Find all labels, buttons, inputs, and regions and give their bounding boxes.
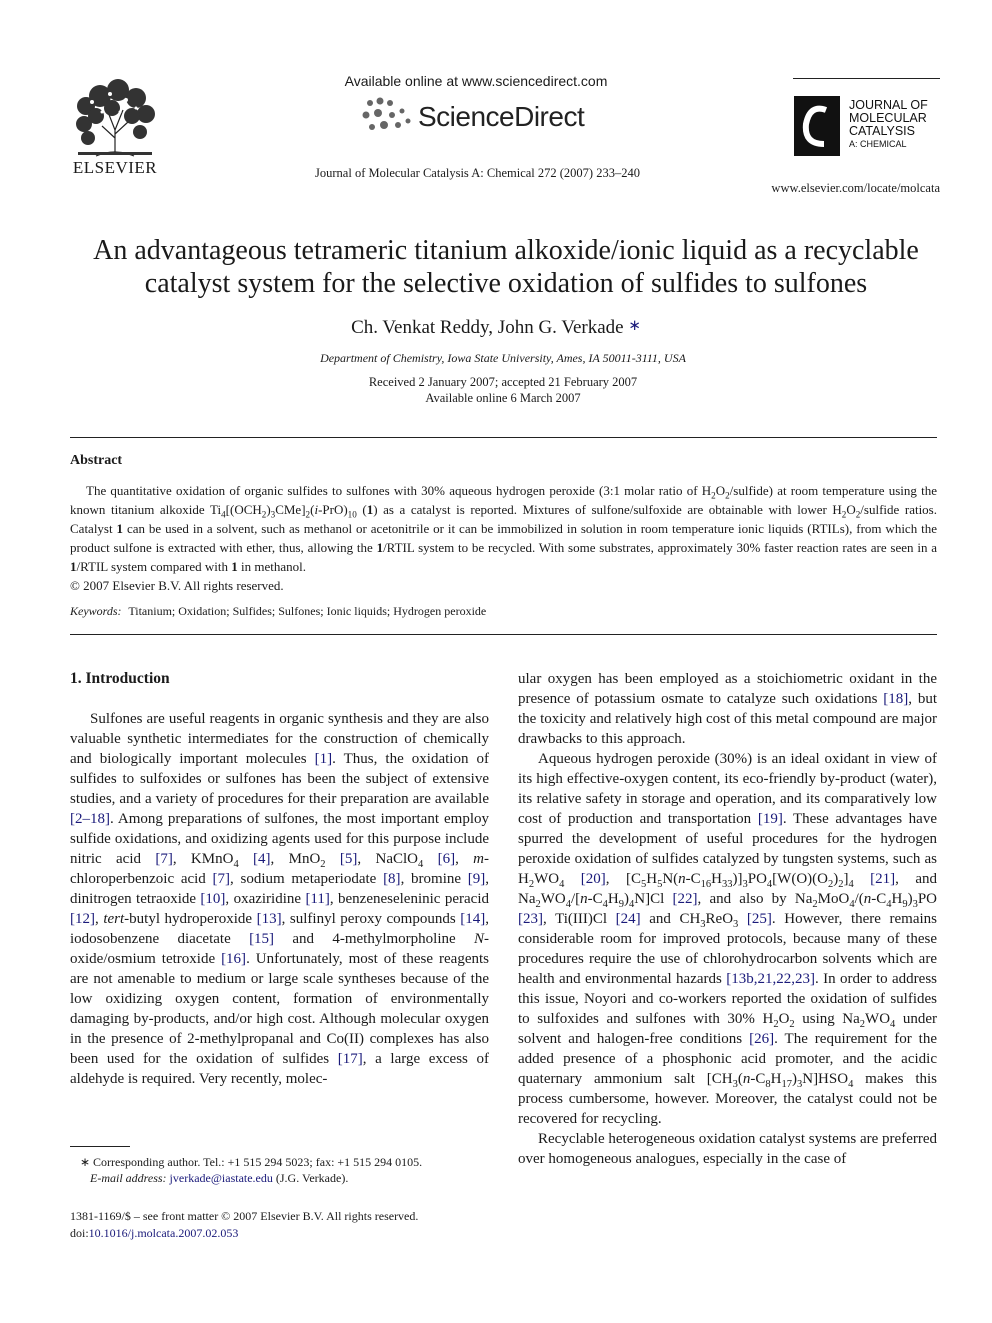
available-online-text: Available online at www.sciencedirect.com xyxy=(344,73,608,89)
right-column xyxy=(518,669,937,1169)
email-name: (J.G. Verkade). xyxy=(275,1171,349,1185)
keywords-list: Titanium; Oxidation; Sulfides; Sulfones; Ionic liquids; Hydrogen peroxide xyxy=(128,604,487,618)
body-paragraph: Recyclable heterogeneous oxidation catalyst systems are preferred over homogeneous analogues, especially in the case of xyxy=(518,1131,938,1167)
doi-link[interactable]: 10.1016/j.molcata.2007.02.053 xyxy=(88,1226,239,1240)
corresponding-author-mark[interactable]: ∗ xyxy=(628,318,641,334)
corresponding-author-note: ∗ Corresponding author. Tel.: +1 515 294 5023; fax: +1 515 294 0105. xyxy=(80,1155,423,1169)
article-title xyxy=(60,234,952,300)
article-dates xyxy=(0,374,992,406)
doi-label: doi: xyxy=(70,1226,89,1240)
email-link[interactable]: jverkade@iastate.edu xyxy=(169,1171,273,1185)
email-label: E-mail address: xyxy=(90,1171,167,1185)
sciencedirect-dots-icon xyxy=(358,95,418,137)
publisher-name: ELSEVIER xyxy=(72,158,158,177)
authors-text: Ch. Venkat Reddy, John G. Verkade xyxy=(351,317,624,338)
abstract-heading: Abstract xyxy=(70,453,123,468)
journal-logo-line: A: CHEMICAL xyxy=(849,139,907,149)
title-line: An advantageous tetrameric titanium alkoxide/ionic liquid as a recyclable xyxy=(93,235,919,266)
body-paragraph: Aqueous hydrogen peroxide (30%) is an ideal oxidant in view of its high effective-oxygen content, its eco-friendly by-product (water), its relative safety in storage and operation, and its comparatively low cost of production and transportation [19]. These advantages have spurred the development of useful procedures for the hydrogen peroxide oxidation of sulfides catalyzed by tungsten systems, such as $H_2WO_4$ [20], $[C_5H_5N(n-C_{16}H_{33})]_3PO_4[W(O)(O_2)_2]_4$ [21], and $Na_2WO_4/[n-C_4H_9)_4N]Cl$ [22], and also by $Na_2MoO_4/(n-C_4H_9)_3PO$ [23], Ti(III)Cl [24] and $CH_3ReO_3$ [25]. However, there remains considerable room for improved protocols, because many of these procedures require the use of chlorohydrocarbon solvents which are health and environmental hazards [13b,21,22,23]. In order to address this issue, Noyori and co-workers reported the oxidation of sulfides to sulfoxides and sulfones with 30% $H_2O_2$ using $Na_2WO_4$ under solvent and halogen-free conditions [26]. The requirement for the added presence of a phosphonic acid promoter, and the acidic quaternary ammonium salt $[CH_3(n-C_8H_{17})_3N]HSO_4$ makes this process cumbersome, however. Moreover, the catalyst could not be recovered for recycling. xyxy=(518,751,938,1127)
author-list xyxy=(0,316,992,339)
journal-logo xyxy=(793,78,943,160)
sciencedirect-wordmark: ScienceDirect xyxy=(418,101,585,132)
section-heading: 1. Introduction xyxy=(70,670,170,687)
body-paragraph: Sulfones are useful reagents in organic synthesis and they are also valuable synthetic intermediates for the construction of chemically and biologically important molecules [1]. Thus, the oxidation of sulfides to sulfoxides or sulfones has been the subject of extensive studies, and a variety of procedures for their preparation are available [2–18]. Among preparations of sulfones, the most important employ sulfide oxidations, and oxidizing agents used for this purpose include nitric acid [7], KMnO$_4$ [4], MnO$_2$ [5], NaClO$_4$ [6], m-chloroperbenzoic acid [7], sodium metaperiodate [8], bromine [9], dinitrogen tetraoxide [10], oxaziridine [11], benzeneseleninic peracid [12], tert-butyl hydroperoxide [13], sulfinyl peroxy compounds [14], iodosobenzene diacetate [15] and 4-methylmorpholine N-oxide/osmium tetroxide [16]. Unfortunately, most of these reagents are not amenable to medium or large scale syntheses because of the low oxidizing oxygen content, formation of environmentally damaging by-products, and/or high cost. Although molecular oxygen in the presence of 2-methylpropanal and Co(II) complexes has also been used for the oxidation of sulfides [17], a large excess of aldehyde is required. Very recently, molec- xyxy=(70,711,490,1087)
received-date: Received 2 January 2007; accepted 21 February 2007 xyxy=(368,375,638,389)
journal-logo-mark xyxy=(794,96,840,156)
keywords xyxy=(70,604,486,619)
sciencedirect-logo xyxy=(358,95,598,137)
left-column xyxy=(70,709,489,1089)
abstract-bottom-rule xyxy=(70,634,937,635)
journal-logo-line: CATALYSIS xyxy=(849,124,915,138)
abstract-body xyxy=(70,481,937,595)
body-paragraph: ular oxygen has been employed as a stoichiometric oxidant in the presence of potassium osmate to catalyze such oxidations [18], but the toxicity and relatively high cost of this metal compound are major drawbacks to this approach. xyxy=(518,671,937,747)
journal-logo-line: MOLECULAR xyxy=(849,111,927,125)
title-line: catalyst system for the selective oxidation of sulfides to sulfones xyxy=(144,268,868,299)
abstract-paragraph: The quantitative oxidation of organic sulfides to sulfones with 30% aqueous hydrogen peroxide (3:1 molar ratio of $H_2O_2/sulfide$) at room temperature using the known titanium alkoxide $Ti_4[(OCH_2)_3CMe]_2(i-PrO)_{10}$ (1) as a catalyst is reported. Mixtures of sulfone/sulfoxide are obtainable with lower $H_2O_2$/sulfide ratios. Catalyst 1 can be used in a solvent, such as methanol or acetonitrile or it can be immobilized in solution in room temperature ionic liquids (RTILs), from which the product sulfone is extracted with ether, thus, allowing the 1/RTIL system to be recycled. With some substrates, approximately 30% faster reaction rates are seen in a 1/RTIL system compared with 1 in methanol. xyxy=(70,483,938,574)
journal-logo-line: JOURNAL OF xyxy=(849,98,928,112)
journal-url-link[interactable]: www.elsevier.com/locate/molcata xyxy=(771,181,940,195)
bottom-info xyxy=(70,1208,418,1242)
abstract-copyright: © 2007 Elsevier B.V. All rights reserved. xyxy=(70,578,284,593)
keywords-label: Keywords: xyxy=(70,604,122,618)
footnote-rule xyxy=(70,1146,130,1147)
issn-line: 1381-1169/$ – see front matter © 2007 Elsevier B.V. All rights reserved. xyxy=(70,1209,419,1223)
available-date: Available online 6 March 2007 xyxy=(425,391,581,405)
abstract-top-rule xyxy=(70,437,937,438)
affiliation: Department of Chemistry, Iowa State University, Ames, IA 50011-3111, USA xyxy=(320,351,686,365)
journal-citation: Journal of Molecular Catalysis A: Chemical 272 (2007) 233–240 xyxy=(315,166,640,180)
footnote xyxy=(70,1154,490,1186)
